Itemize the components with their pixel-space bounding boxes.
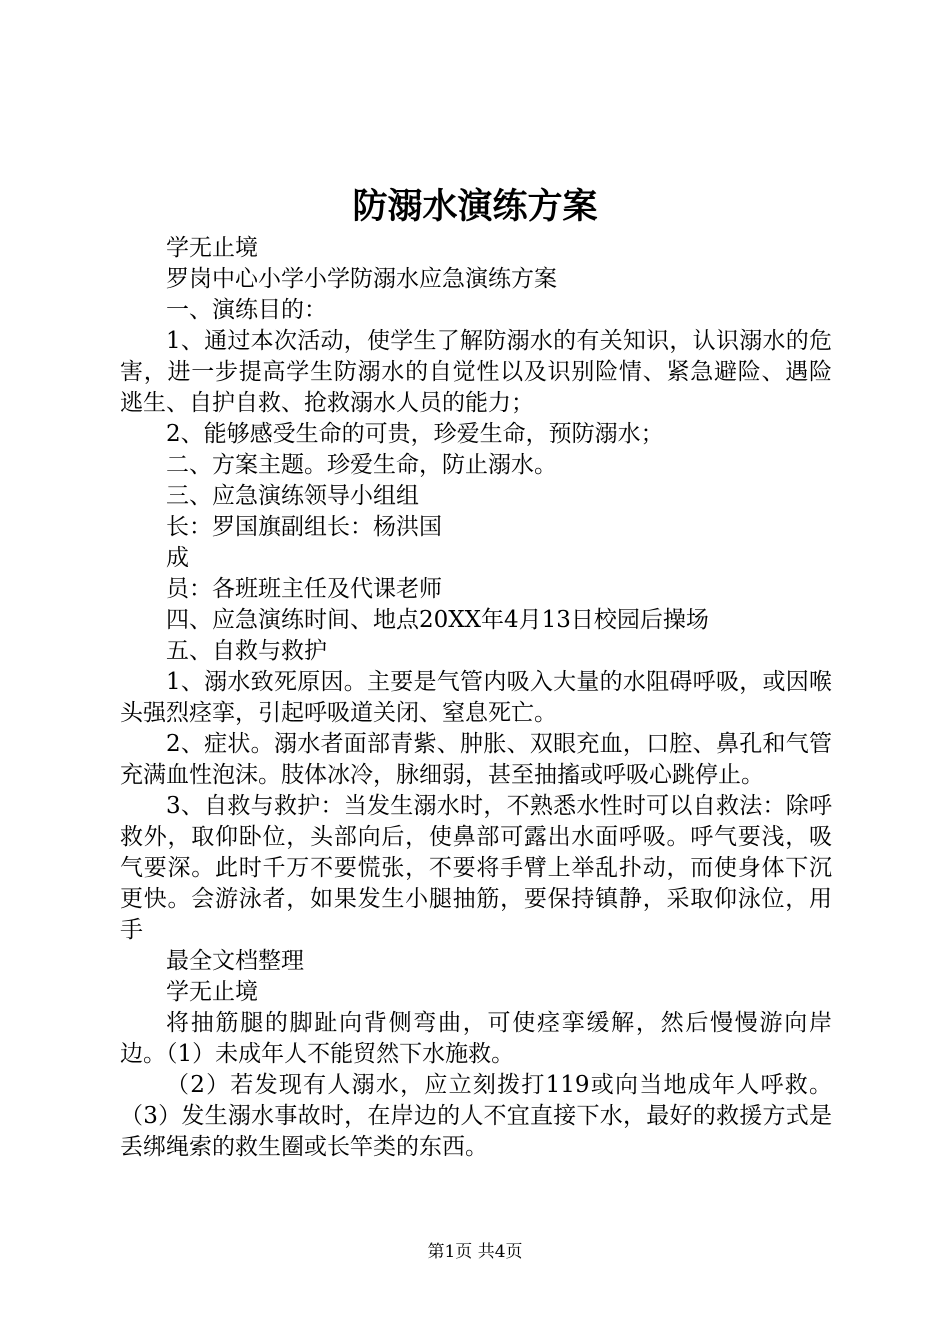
paragraph: 1、通过本次活动，使学生了解防溺水的有关知识，认识溺水的危害，进一步提高学生防溺水的自觉性以及识别险情、紧急避险、遇险逃生、自护自救、抢救溺水人员的能力； <box>120 328 832 416</box>
document-title: 防溺水演练方案 <box>352 186 598 227</box>
paragraph: 3、自救与救护：当发生溺水时，不熟悉水性时可以自救法：除呼救外，取仰卧位，头部向后，使鼻部可露出水面呼吸。呼气要浅，吸气要深。此时千万不要慌张，不要将手臂上举乱扑动，而使身体下沉更快。会游泳者，如果发生小腿抽筋，要保持镇静，采取仰泳位，用手 <box>120 793 832 943</box>
paragraph: 二、方案主题。珍爱生命，防止溺水。 <box>166 452 557 478</box>
paragraph: 成 <box>166 545 189 571</box>
paragraph: 学无止境 <box>166 979 258 1005</box>
paragraph: 2、症状。溺水者面部青紫、肿胀、双眼充血，口腔、鼻孔和气管充满血性泡沫。肢体冰冷，脉细弱，甚至抽搐或呼吸心跳停止。 <box>120 731 832 788</box>
paragraph: 最全文档整理 <box>166 948 304 974</box>
paragraph: 罗岗中心小学小学防溺水应急演练方案 <box>166 266 557 292</box>
paragraph: 三、应急演练领导小组组 <box>166 483 419 509</box>
page-footer: 第1页 共4页 <box>427 1242 523 1262</box>
paragraph: （2）若发现有人溺水，应立刻拨打119或向当地成年人呼救。（3）发生溺水事故时，在岸边的人不宜直接下水，最好的救援方式是丢绑绳索的救生圈或长竿类的东西。 <box>120 1072 832 1160</box>
paragraph: 一、演练目的： <box>166 297 327 323</box>
paragraph: 1、溺水致死原因。主要是气管内吸入大量的水阻碍呼吸，或因喉头强烈痉挛，引起呼吸道关闭、窒息死亡。 <box>120 669 832 726</box>
paragraph: 2、能够感受生命的可贵，珍爱生命，预防溺水； <box>166 421 664 447</box>
paragraph: 四、应急演练时间、地点20XX年4月13日校园后操场 <box>166 607 709 633</box>
paragraph: 五、自救与救护 <box>166 638 327 664</box>
document-body <box>120 233 832 1163</box>
paragraph: 员：各班班主任及代课老师 <box>166 576 442 602</box>
paragraph: 长：罗国旗副组长：杨洪国 <box>166 514 442 540</box>
paragraph: 学无止境 <box>166 235 258 261</box>
paragraph: 将抽筋腿的脚趾向背侧弯曲，可使痉挛缓解，然后慢慢游向岸边。（1）未成年人不能贸然下水施救。 <box>120 1010 832 1067</box>
